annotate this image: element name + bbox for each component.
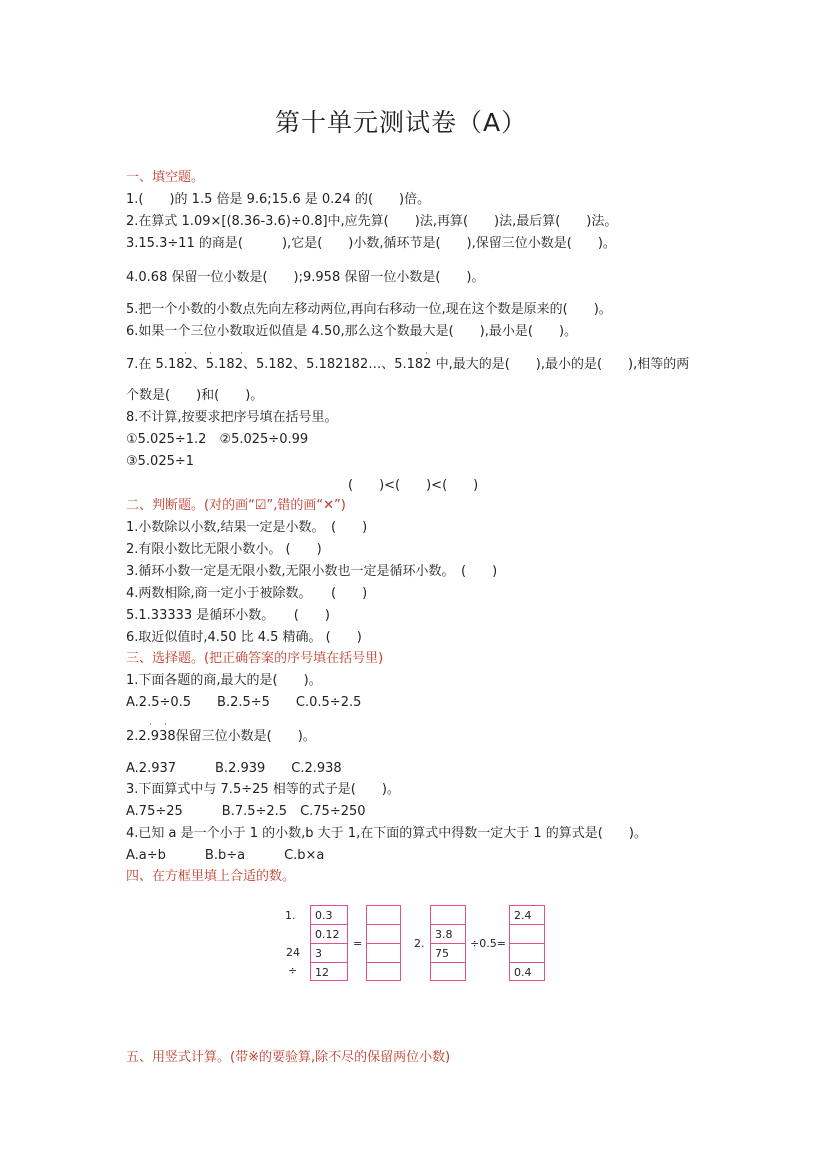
box-cell-empty[interactable]: [367, 906, 400, 925]
judge-q5: 5.1.33333 是循环小数。 ( ): [126, 608, 330, 623]
section-judge-heading: 二、判断题。(对的画“☑”,错的画“✕”): [126, 498, 346, 513]
boxes-p2-label: 2.: [414, 937, 425, 950]
fill-q1: 1.( )的 1.5 倍是 9.6;15.6 是 0.24 的( )倍。: [126, 192, 431, 207]
box-cell: 0.4: [514, 966, 532, 979]
boxes-p1-answer-column[interactable]: [366, 905, 401, 981]
fill-q2: 2.在算式 1.09×[(8.36-3.6)÷0.8]中,应先算( )法,再算( )法,最后算( )法。: [126, 214, 618, 229]
repeat-dot: ·: [184, 349, 187, 359]
choice-q3: 3.下面算式中与 7.5÷25 相等的式子是( )。: [126, 782, 400, 797]
boxes-p1-left-column: [310, 905, 348, 981]
section-vertical-calc-heading: 五、用竖式计算。(带※的要验算,除不尽的保留两位小数): [126, 1050, 451, 1065]
boxes-p1-side-number: 24: [286, 946, 300, 959]
repeat-dot: ·: [209, 349, 212, 359]
box-cell: 0.12: [311, 925, 347, 944]
box-cell: 75: [431, 944, 465, 963]
fill-q6: 6.如果一个三位小数取近似值是 4.50,那么这个数最大是( ),最小是( )。: [126, 324, 578, 339]
judge-q2: 2.有限小数比无限小数小。 ( ): [126, 542, 322, 557]
judge-q1: 1.小数除以小数,结果一定是小数。 ( ): [126, 520, 368, 535]
boxes-p1-side-op: ÷: [288, 964, 298, 977]
box-cell-empty[interactable]: [367, 944, 400, 963]
box-cell[interactable]: [510, 944, 544, 963]
choice-q4: 4.已知 a 是一个小于 1 的小数,b 大于 1,在下面的算式中得数一定大于 1 的算式是( )。: [126, 826, 647, 841]
box-cell-empty[interactable]: [367, 963, 400, 982]
fill-q7: 7.在 5.182、5.182、5.182、5.182182…、5.182 中,最大的是( ),最小的是( ),相等的两: [126, 357, 690, 372]
fill-q5: 5.把一个小数的小数点先向左移动两位,再向右移动一位,现在这个数是原来的( )。: [126, 302, 612, 317]
page-title: 第十单元测试卷（A）: [275, 108, 528, 137]
box-cell[interactable]: [431, 906, 465, 925]
choice-q1-options: A.2.5÷0.5 B.2.5÷5 C.0.5÷2.5: [126, 695, 362, 710]
box-cell: 2.4: [510, 906, 544, 925]
judge-q6: 6.取近似值时,4.50 比 4.5 精确。 ( ): [126, 630, 362, 645]
choice-q2-options: A.2.937 B.2.939 C.2.938: [126, 761, 342, 776]
fill-q8-answer: ( )<( )<( ): [348, 478, 479, 493]
fill-q7-cont: 个数是( )和( )。: [126, 388, 264, 403]
fill-q3: 3.15.3÷11 的商是( ),它是( )小数,循环节是( ),保留三位小数是( )。: [126, 236, 616, 251]
box-cell[interactable]: [510, 925, 544, 944]
repeat-dot: ·: [240, 349, 243, 359]
boxes-p1-label: 1.: [285, 909, 296, 922]
box-cell: 0.3: [311, 906, 347, 925]
box-cell[interactable]: [431, 963, 465, 982]
section-boxes-heading: 四、在方框里填上合适的数。: [126, 869, 296, 884]
fill-q8: 8.不计算,按要求把序号填在括号里。: [126, 410, 338, 425]
choice-q3-options: A.75÷25 B.7.5÷2.5 C.75÷250: [126, 804, 366, 819]
fill-q4: 4.0.68 保留一位小数是( );9.958 保留一位小数是( )。: [126, 270, 485, 285]
judge-q3: 3.循环小数一定是无限小数,无限小数也一定是循环小数。 ( ): [126, 564, 498, 579]
box-cell: 12: [315, 966, 329, 979]
judge-q4: 4.两数相除,商一定小于被除数。 ( ): [126, 586, 368, 601]
section-choice-heading: 三、选择题。(把正确答案的序号填在括号里): [126, 651, 384, 666]
fill-q8-items-a: ①5.025÷1.2 ②5.025÷0.99: [126, 432, 309, 447]
fill-q8-items-b: ③5.025÷1: [126, 454, 195, 469]
section-fill-heading: 一、填空题。: [126, 170, 205, 185]
repeat-dot: ·: [425, 349, 428, 359]
box-cell: 3.8: [431, 925, 465, 944]
box-cell: 3: [311, 944, 347, 963]
boxes-p2-left-column[interactable]: [430, 905, 466, 981]
choice-q4-options: A.a÷b B.b÷a C.b×a: [126, 848, 325, 863]
repeat-dot: ·: [149, 720, 152, 730]
boxes-p2-right-column[interactable]: [509, 905, 545, 981]
box-cell-empty[interactable]: [367, 925, 400, 944]
boxes-p1-equals: =: [353, 937, 363, 950]
choice-q2: 2.2.938保留三位小数是( )。: [126, 729, 316, 744]
choice-q1: 1.下面各题的商,最大的是( )。: [126, 673, 322, 688]
boxes-p2-operator: ÷0.5=: [470, 937, 506, 950]
repeat-dot: ·: [164, 720, 167, 730]
